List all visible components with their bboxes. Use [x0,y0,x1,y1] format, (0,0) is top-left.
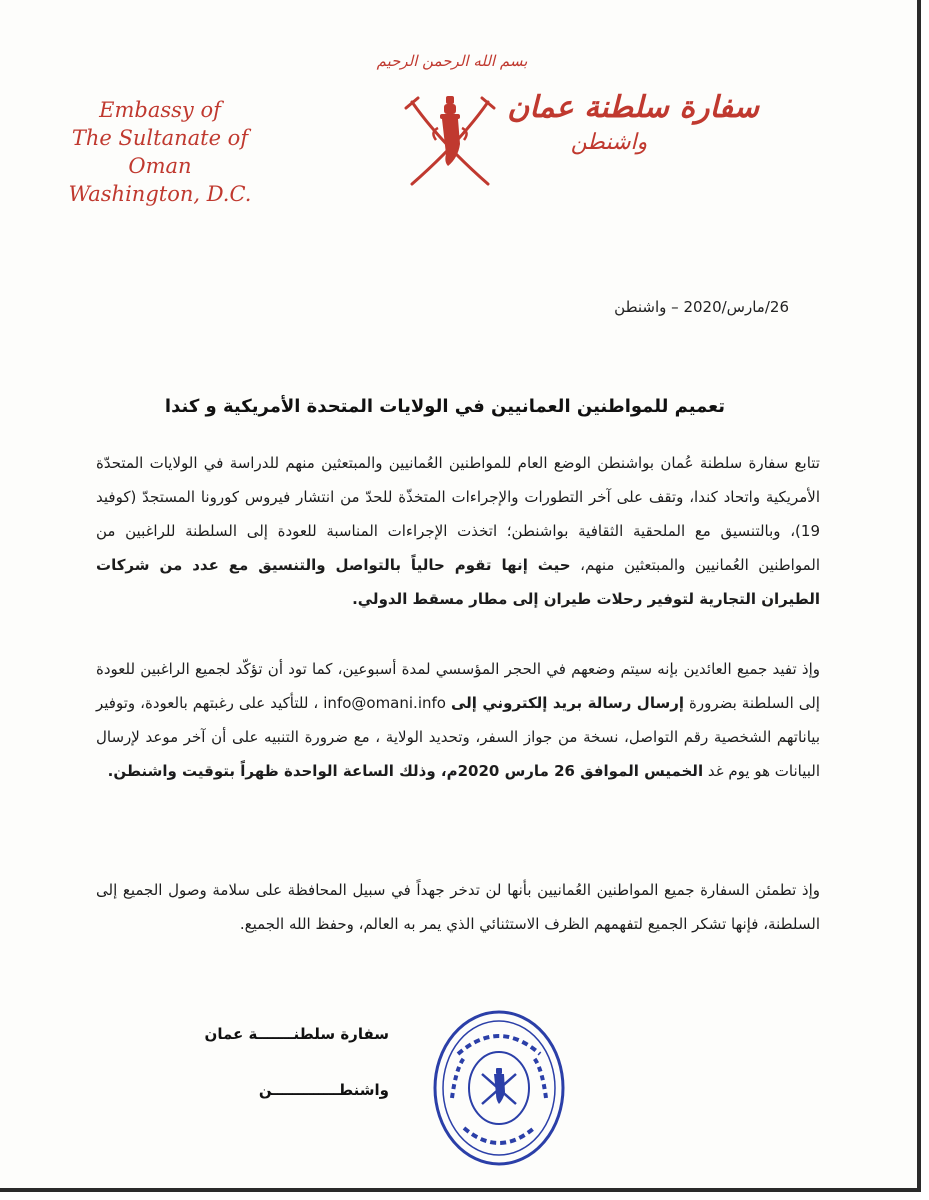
signature-block [189,1006,389,1118]
date-line: 26/مارس/2020 – واشنطن [614,298,789,316]
khanjar-emblem-icon [400,92,500,192]
p2-bold-text-b: الخميس الموافق 26 مارس 2020م، وذلك الساعة الواحدة ظهراً بتوقيت واشنطن. [107,762,704,780]
embassy-english-letterhead [40,96,280,208]
embassy-ar-city: واشنطن [570,130,648,155]
body-paragraph-3: وإذ تطمئن السفارة جميع المواطنين العُمانيين بأنها لن تدخر جهداً في سبيل المحافظة على سلامة وصول الجميع إلى السلطنة، فإنها تشكر الجميع لتفهمهم الظرف الاستثنائي الذي يمر به العالم، وحفظ الله الجميع. [96,881,820,933]
embassy-ar-name: سفارة سلطنة عمان [507,90,759,125]
embassy-en-line3: Washington, D.C. [68,182,252,206]
embassy-arabic-letterhead [499,88,759,158]
embassy-en-line1: Embassy of [99,98,221,122]
p2-bold-text-a: إرسال رسالة بريد إلكتروني إلى [450,694,684,712]
page-margin-right [921,0,929,1200]
p2-text-a: وإذ تفيد جميع العائدين بإنه سيتم وضعهم في الحجر المؤسسي لمدة أسبوعين، كما تود أن تؤكّد لجميع الراغبين للعودة إلى السلطنة بضرورة [96,660,820,712]
p1-text: تتابع سفارة سلطنة عُمان بواشنطن الوضع العام للمواطنين العُمانيين والمبتعثين منهم للدراسة في الولايات المتحدّة الأمريكية واتحاد كندا، وتقف على آخر التطورات والإجراءات المتخذّة للحدّ من انتشار فيروس كورونا المستجدّ (كوفيد 19)، وبالتنسيق مع الملحقية الثقافية بواشنطن؛ اتخذت الإجراءات المناسبة للعودة إلى السلطنة للراغبين من المواطنين العُمانيين والمبتعثين منهم، [96,454,820,574]
p2-email-link[interactable]: info@omani.info [323,694,446,712]
circular-title: تعميم للمواطنين العمانيين في الولايات المتحدة الأمريكية و كندا [164,396,726,417]
p2-text-b: ، للتأكيد على رغبتهم بالعودة، وتوفير بياناتهم الشخصية رقم التواصل، نسخة من جواز السفر، وتحديد الولاية ، مع ضرورة التنبيه على أن آخر موعد لإرسال البيانات هو يوم غد [96,694,820,780]
body-paragraph-2 [96,652,820,788]
page-margin-bottom [0,1192,929,1200]
signature-line-1: سفارة سلطنـــــــة عمان [204,1025,389,1043]
embassy-en-line2: The Sultanate of Oman [71,126,249,178]
body-paragraph-1 [96,446,820,616]
basmala: بسم الله الرحمن الرحيم [376,52,528,70]
embassy-stamp-seal-icon [430,1008,568,1168]
signature-line-2: واشنطـــــــــــــن [258,1081,389,1099]
p1-bold-text: حيث إنها تقوم حالياً بالتواصل والتنسيق مع عدد من شركات الطيران التجارية لتوفير رحلات طيران إلى مطار مسقط الدولي. [96,556,820,608]
